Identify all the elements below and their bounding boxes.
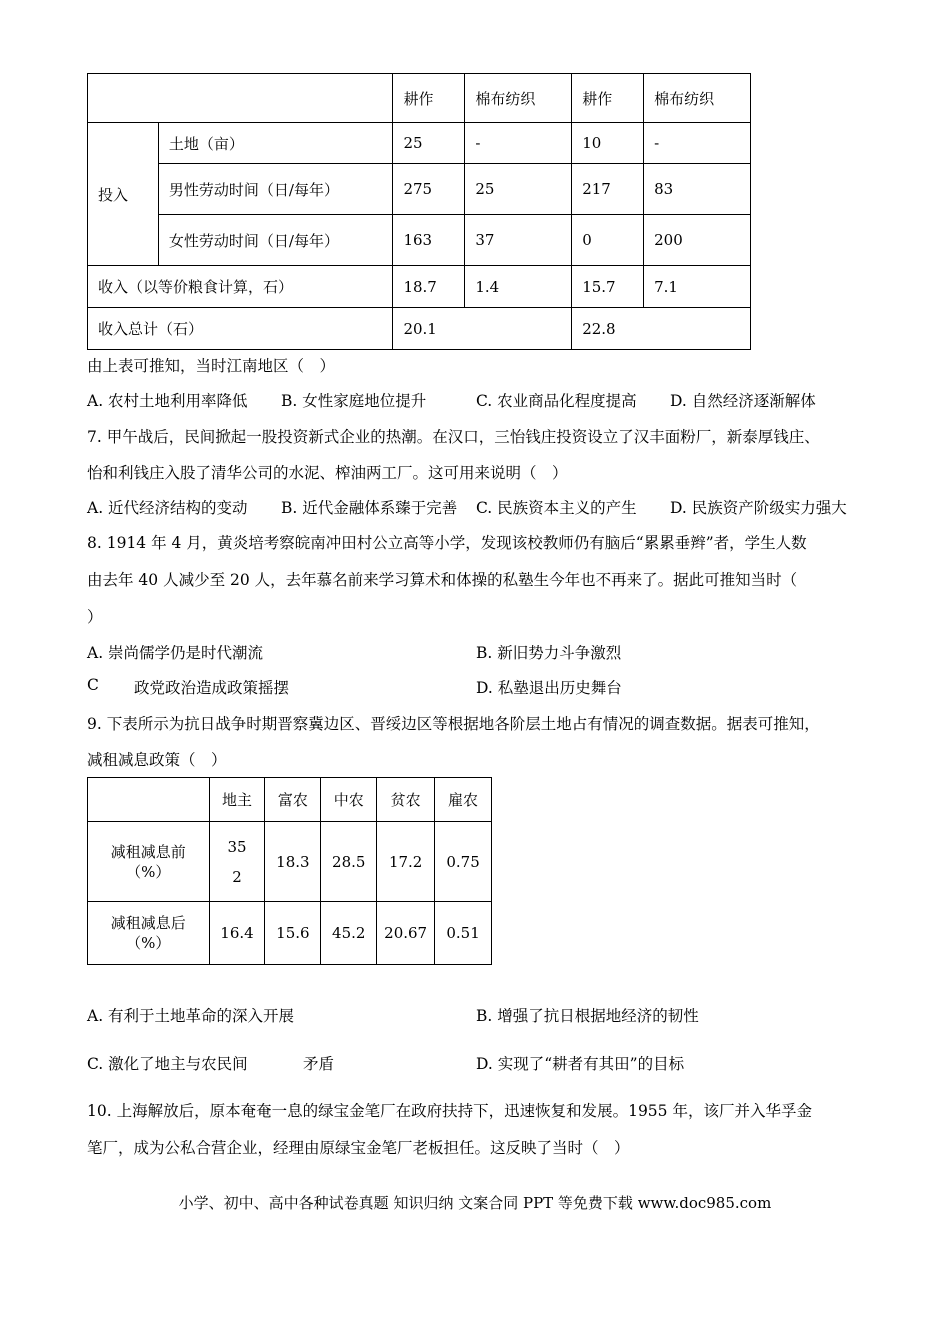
land-ownership-table [87, 777, 492, 965]
q8-line-2: 由去年 40 人减少至 20 人，去年慕名前来学习算术和体操的私塾生今年也不再来了。据此可推知当时（ [87, 571, 798, 589]
q7-option-a[interactable]: A. 近代经济结构的变动 [87, 499, 248, 517]
row-label: 收入总计（石） [88, 308, 393, 350]
table-row [88, 164, 751, 215]
table-cell: 217 [572, 164, 644, 215]
q9-option-d[interactable]: D. 实现了“耕者有其田”的目标 [476, 1055, 685, 1073]
table-row [88, 215, 751, 266]
table-cell: 0.51 [435, 902, 492, 965]
header-cell: 雇农 [435, 778, 492, 822]
q7-line-1: 7. 甲午战后，民间掀起一股投资新式企业的热潮。在汉口，三怡钱庄投资设立了汉丰面粉厂，新泰厚钱庄、 [87, 428, 820, 446]
q9-line-2: 减租减息政策（ ） [87, 751, 227, 769]
row-label [88, 902, 210, 965]
table-row [88, 266, 751, 308]
q9-option-c-tail[interactable]: 矛盾 [303, 1055, 335, 1073]
header-cell: 棉布纺织 [644, 74, 751, 123]
table-cell: 22.8 [572, 308, 751, 350]
table-cell: 15.6 [265, 902, 321, 965]
q8-option-d[interactable]: D. 私塾退出历史舞台 [476, 679, 622, 697]
table-cell: 163 [393, 215, 465, 266]
q8-option-c[interactable]: 政党政治造成政策摇摆 [134, 679, 290, 697]
cell-line: 35 [227, 837, 247, 856]
header-cell: 富农 [265, 778, 321, 822]
table-header-row [88, 74, 751, 123]
table-header-row [88, 778, 492, 822]
table-cell: 0.75 [435, 822, 492, 902]
q8-line-1: 8. 1914 年 4 月，黄炎培考察皖南冲田村公立高等小学，发现该校教师仍有脑后“累累垂辫”者，学生人数 [87, 534, 807, 552]
q6-option-a[interactable]: A. 农村土地利用率降低 [87, 392, 248, 410]
q8-option-a[interactable]: A. 崇尚儒学仍是时代潮流 [87, 644, 264, 662]
table-cell: 17.2 [377, 822, 435, 902]
row-label-line: （%） [126, 862, 171, 881]
table-cell: 18.7 [393, 266, 465, 308]
q10-line-2: 笔厂，成为公私合营企业，经理由原绿宝金笔厂老板担任。这反映了当时（ ） [87, 1139, 630, 1157]
group-label-cell: 投入 [88, 123, 159, 266]
q7-option-b[interactable]: B. 近代金融体系臻于完善 [281, 499, 458, 517]
table-corner-cell [88, 74, 393, 123]
table-cell: 7.1 [644, 266, 751, 308]
row-label: 男性劳动时间（日/每年） [158, 164, 393, 215]
table-row [88, 822, 492, 902]
table-row [88, 308, 751, 350]
header-cell: 耕作 [572, 74, 644, 123]
q10-line-1: 10. 上海解放后，原本奄奄一息的绿宝金笔厂在政府扶持下，迅速恢复和发展。1955 年，该厂并入华孚金 [87, 1102, 812, 1120]
q7-option-d[interactable]: D. 民族资产阶级实力强大 [670, 499, 847, 517]
row-label [88, 822, 210, 902]
table-cell: 37 [465, 215, 572, 266]
q6-stem: 由上表可推知，当时江南地区（ ） [87, 357, 336, 375]
row-label: 土地（亩） [158, 123, 393, 164]
table-cell: 275 [393, 164, 465, 215]
table-cell: 25 [393, 123, 465, 164]
row-label-line: 减租减息前 [110, 842, 186, 861]
table-cell: 1.4 [465, 266, 572, 308]
table-corner-cell [88, 778, 210, 822]
table-cell: 83 [644, 164, 751, 215]
q8-option-b[interactable]: B. 新旧势力斗争激烈 [476, 644, 622, 662]
table-cell [209, 822, 265, 902]
income-comparison-table [87, 73, 751, 350]
q7-option-c[interactable]: C. 民族资本主义的产生 [476, 499, 637, 517]
q6-option-d[interactable]: D. 自然经济逐渐解体 [670, 392, 816, 410]
table-cell: - [644, 123, 751, 164]
table-cell: 16.4 [209, 902, 265, 965]
row-label: 女性劳动时间（日/每年） [158, 215, 393, 266]
table-cell: 200 [644, 215, 751, 266]
row-label-line: 减租减息后 [110, 914, 186, 932]
table-cell: 20.1 [393, 308, 572, 350]
q9-option-a[interactable]: A. 有利于土地革命的深入开展 [87, 1007, 295, 1025]
q6-option-b[interactable]: B. 女性家庭地位提升 [281, 392, 427, 410]
q7-line-2: 怡和利钱庄入股了清华公司的水泥、榨油两工厂。这可用来说明（ ） [87, 464, 568, 482]
header-cell: 地主 [209, 778, 265, 822]
table-cell: 0 [572, 215, 644, 266]
table-row [88, 902, 492, 965]
header-cell: 耕作 [393, 74, 465, 123]
table-cell: - [465, 123, 572, 164]
q9-option-c[interactable]: C. 激化了地主与农民间 [87, 1055, 248, 1073]
table-cell: 25 [465, 164, 572, 215]
header-cell: 贫农 [377, 778, 435, 822]
row-label: 收入（以等价粮食计算，石） [88, 266, 393, 308]
table-cell: 28.5 [321, 822, 377, 902]
table-cell: 20.67 [377, 902, 435, 965]
q9-option-b[interactable]: B. 增强了抗日根据地经济的韧性 [476, 1007, 699, 1025]
table-row [88, 123, 751, 164]
q8-option-c-letter[interactable]: C [87, 676, 99, 694]
header-cell: 棉布纺织 [465, 74, 572, 123]
page-footer: 小学、初中、高中各种试卷真题 知识归纳 文案合同 PPT 等免费下载 www.doc985.com [178, 1194, 772, 1212]
cell-line: 2 [232, 867, 242, 886]
table-cell: 45.2 [321, 902, 377, 965]
table-cell: 15.7 [572, 266, 644, 308]
table-cell: 10 [572, 123, 644, 164]
table-cell: 18.3 [265, 822, 321, 902]
q6-option-c[interactable]: C. 农业商品化程度提高 [476, 392, 637, 410]
q9-line-1: 9. 下表所示为抗日战争时期晋察冀边区、晋绥边区等根据地各阶层土地占有情况的调查数据。据表可推知， [87, 715, 820, 733]
q8-line-3: ） [87, 608, 103, 626]
row-label-line: （%） [126, 934, 171, 952]
header-cell: 中农 [321, 778, 377, 822]
